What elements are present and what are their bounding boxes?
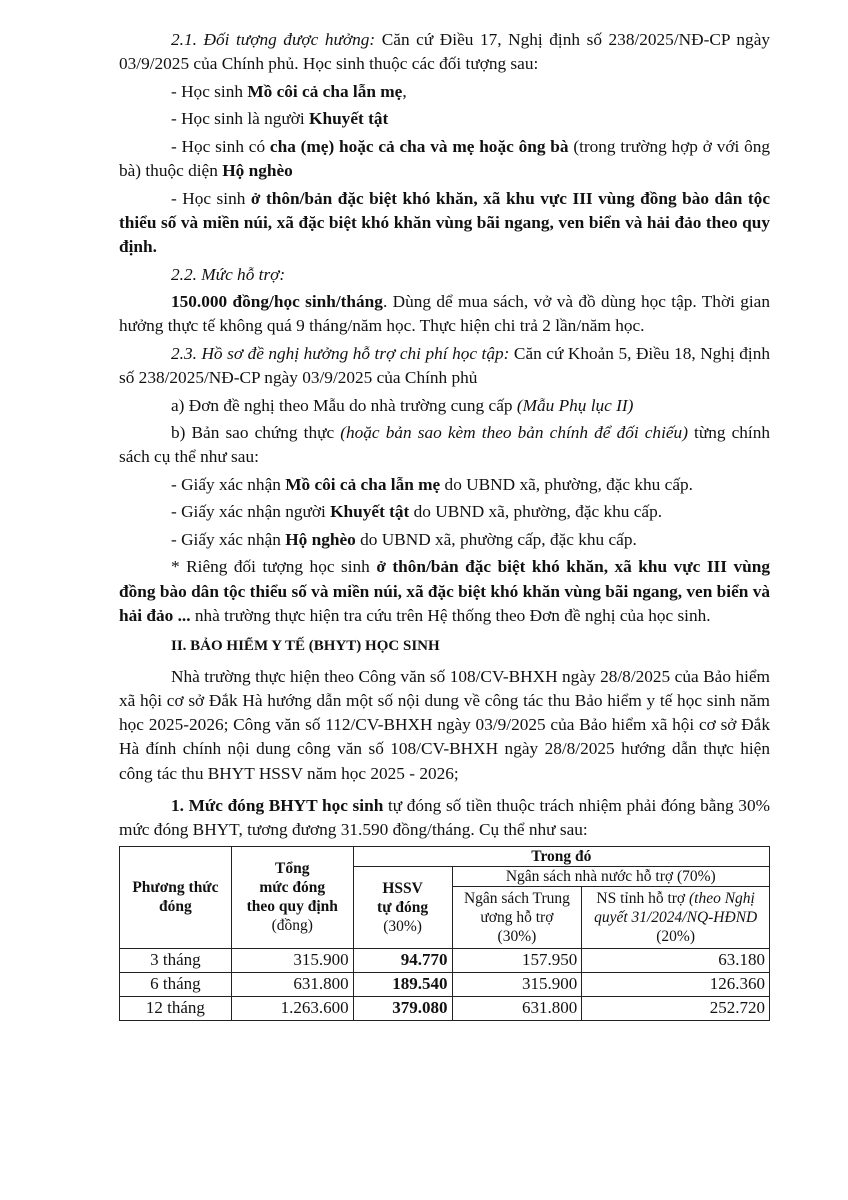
header-total: Tổng mức đóng theo quy định (đồng) xyxy=(231,846,353,948)
header-of-which: Trong đó xyxy=(353,846,769,866)
text-run: - Học sinh có xyxy=(171,136,270,156)
paragraph xyxy=(119,135,770,184)
text-run: 2.3. Hồ sơ đề nghị hưởng hỗ trợ chi phí học tập: xyxy=(171,343,510,363)
text-run: 1. Mức đóng BHYT học sinh xyxy=(171,796,384,816)
table-cell: 315.900 xyxy=(452,972,582,996)
header-province-budget: NS tỉnh hỗ trợ (theo Nghị quyết 31/2024/NQ-HĐND (20%) xyxy=(582,886,770,948)
table-row xyxy=(120,996,770,1020)
paragraph xyxy=(119,107,770,131)
table-cell: 126.360 xyxy=(582,972,770,996)
text-run: do UBND xã, phường cấp, đặc khu cấp. xyxy=(355,529,637,549)
text-run: từng chính sách cụ thể như sau: xyxy=(119,423,771,467)
paragraph xyxy=(119,634,770,658)
paragraph xyxy=(119,290,770,339)
text-run: do UBND xã, phường, đặc khu cấp. xyxy=(409,502,663,522)
paragraph xyxy=(119,555,770,628)
text-run: , xyxy=(402,81,407,101)
document-page xyxy=(119,28,770,1021)
paragraph xyxy=(119,528,770,552)
table-cell: 631.800 xyxy=(452,996,582,1020)
table-cell: 379.080 xyxy=(353,996,452,1020)
paragraph xyxy=(119,187,770,260)
paragraph xyxy=(119,263,770,287)
table-cell: 6 tháng xyxy=(120,972,232,996)
text-run: - Học sinh xyxy=(171,188,251,208)
table-cell: 63.180 xyxy=(582,948,770,972)
text-run: a) Đơn đề nghị theo Mẫu do nhà trường cung cấp xyxy=(171,395,517,415)
text-run: ở thôn/bản đặc biệt khó khăn, xã khu vực III vùng đồng bào dân tộc thiểu số và miền núi, xã đặc biệt khó khăn vùng bãi ngang, ven biển và hải đảo ... xyxy=(119,557,770,625)
text-run: Hộ nghèo xyxy=(285,529,356,549)
text-run: Khuyết tật xyxy=(309,109,389,129)
table-cell: 94.770 xyxy=(353,948,452,972)
text-run: - Học sinh là người xyxy=(171,109,310,129)
text-run: - Giấy xác nhận xyxy=(171,529,286,549)
header-central-budget: Ngân sách Trung ương hỗ trợ (30%) xyxy=(452,886,582,948)
text-run: Mồ côi cả cha lẫn mẹ xyxy=(285,474,441,494)
text-run: Mồ côi cả cha lẫn mẹ xyxy=(247,81,403,101)
table-cell: 631.800 xyxy=(231,972,353,996)
text-run: - Giấy xác nhận người xyxy=(171,502,331,522)
body-text xyxy=(119,28,770,843)
header-state-budget: Ngân sách nhà nước hỗ trợ (70%) xyxy=(452,866,769,886)
text-run: II. BẢO HIỂM Y TẾ (BHYT) HỌC SINH xyxy=(171,638,440,655)
paragraph xyxy=(119,473,770,497)
text-run: 150.000 đồng/học sinh/tháng xyxy=(171,292,383,312)
table-row xyxy=(120,972,770,996)
paragraph xyxy=(119,794,770,843)
text-run: do UBND xã, phường, đặc khu cấp. xyxy=(440,474,693,494)
text-run: 2.1. Đối tượng được hưởng: xyxy=(171,30,376,49)
text-run: 2.2. Mức hỗ trợ: xyxy=(171,264,286,284)
bhyt-fee-table xyxy=(119,846,770,1021)
table-cell: 157.950 xyxy=(452,948,582,972)
paragraph xyxy=(119,421,770,470)
text-run: Khuyết tật xyxy=(330,502,410,522)
text-run: (Mẫu Phụ lục II) xyxy=(516,395,634,415)
paragraph xyxy=(119,28,770,77)
paragraph xyxy=(119,500,770,524)
text-run: (trong trường hợp ở với ông bà) thuộc diện xyxy=(119,136,771,181)
text-run: Nhà trường thực hiện theo Công văn số 108/CV-BHXH ngày 28/8/2025 của Bảo hiểm xã hội cơ sở Đắk Hà hướng dẫn một số nội dung về công tác thu Bảo hiểm y tế học sinh năm học 2025-2026; Công văn số 112/CV-BHXH ngày 03/9/2025 của Bảo hiểm xã hội cơ sở Đắk Hà đính chính nội dung công văn số 108/CV-BHXH ngày 28/8/2025 hướng dẫn thực hiện công tác thu BHYT HSSV năm học 2025 - 2026; xyxy=(119,666,770,783)
header-method: Phương thức đóng xyxy=(120,846,232,948)
text-run: - Học sinh xyxy=(171,81,248,101)
table-row xyxy=(120,948,770,972)
text-run: (hoặc bản sao kèm theo bản chính để đối chiếu) xyxy=(340,423,688,443)
text-run: Căn cứ Điều 17, Nghị định số 238/2025/NĐ-CP ngày 03/9/2025 của Chính phủ. Học sinh thuộc các đối tượng sau: xyxy=(119,30,771,74)
text-run: nhà trường thực hiện tra cứu trên Hệ thống theo Đơn đề nghị của học sinh. xyxy=(190,605,711,625)
table-cell: 315.900 xyxy=(231,948,353,972)
table-cell: 189.540 xyxy=(353,972,452,996)
text-run: * Riêng đối tượng học sinh xyxy=(171,557,377,577)
paragraph xyxy=(119,665,770,786)
table-cell: 12 tháng xyxy=(120,996,232,1020)
text-run: b) Bản sao chứng thực xyxy=(171,423,341,443)
text-run: tự đóng số tiền thuộc trách nhiệm phải đóng bằng 30% mức đóng BHYT, tương đương 31.590 đồng/tháng. Cụ thể như sau: xyxy=(119,796,770,840)
text-run: Căn cứ Khoản 5, Điều 18, Nghị định số 238/2025/NĐ-CP ngày 03/9/2025 của Chính phủ xyxy=(119,343,770,388)
paragraph xyxy=(119,342,770,391)
text-run: - Giấy xác nhận xyxy=(171,474,286,494)
text-run: cha (mẹ) hoặc cả cha và mẹ hoặc ông bà xyxy=(269,136,569,156)
table-cell: 1.263.600 xyxy=(231,996,353,1020)
paragraph xyxy=(119,80,770,104)
text-run: . Dùng dể mua sách, vở và đồ dùng học tập. Thời gian hưởng thực tế không quá 9 tháng/năm học. Thực hiện chi trả 2 lần/năm học. xyxy=(119,292,770,336)
header-hssv: HSSV tự đóng (30%) xyxy=(353,866,452,948)
text-run: Hộ nghèo xyxy=(222,161,293,181)
table-cell: 3 tháng xyxy=(120,948,232,972)
paragraph xyxy=(119,394,770,418)
table-cell: 252.720 xyxy=(582,996,770,1020)
text-run: ở thôn/bản đặc biệt khó khăn, xã khu vực III vùng đồng bào dân tộc thiểu số và miền núi, xã đặc biệt khó khăn vùng bãi ngang, ven biển và hải đảo theo quy định. xyxy=(119,188,770,257)
